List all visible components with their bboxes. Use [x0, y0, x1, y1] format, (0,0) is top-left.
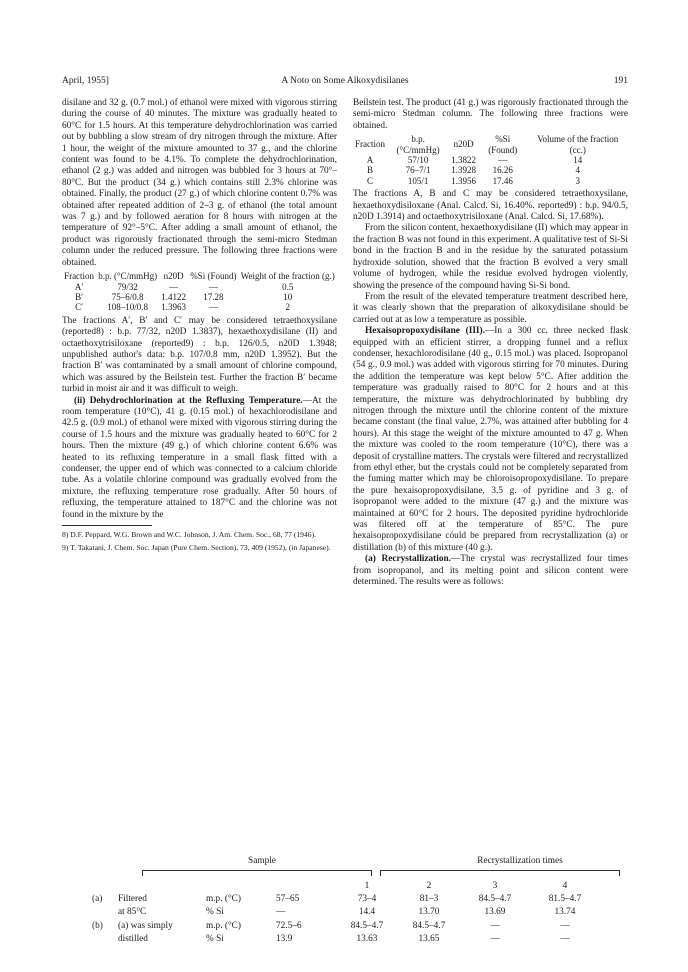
table-header: 3 — [492, 881, 498, 891]
table-cell: 14 — [573, 155, 583, 166]
table-header: Fraction — [355, 139, 385, 150]
table-cell: 17.28 — [203, 291, 224, 302]
table-cell: 13.70 — [418, 907, 440, 918]
table-cell: — — [208, 302, 218, 313]
paragraph — [353, 326, 628, 554]
table-row — [353, 176, 628, 186]
table-header: %Si (Found) — [488, 134, 518, 155]
header-title: A Noto on Some Alkoxydisilanes — [281, 76, 409, 86]
table-cell: A′ — [74, 281, 84, 292]
table-cell: % Si — [206, 907, 224, 918]
table-cell: — — [498, 155, 508, 166]
paragraph: Beilstein test. The product (41 g.) was rigorously fractionated through the semi-micro Stedman column. The following three fractions were obtained. — [353, 98, 628, 131]
header-date: April, 1955] — [62, 76, 109, 86]
paragraph: From the result of the elevated temperature treatment described here, it was clearly shown that the preparation of alkoxydisilane should be carried out at as low a temperature as possible. — [353, 291, 628, 325]
paragraph: disilane and 32 g. (0.7 mol.) of ethanol were mixed with vigorous stirring during the course of 40 minutes. The mixture was gradually heated to 60°C for 1.5 hours. At this temperature dehydrochlorination was carried out by bubbling a slow stream of dry nitrogen through the mixture. After 1 hour, the weight of the mixture amounted to 37 g., and the chlorine content was found to be 4.1%. To complete the dehydrochlorination, ethanol (2 g.) was added and nitrogen was bubbled for 3 hours at 70°–80°C. But the product (34 g.) which contains still 2.3% chlorine was obtained. Finally, the product (27 g.) of which chlorine content 0.7% was obtained after repeated addition of 2–3 g. of ethanol (the total amount was 7 g.) and by followed aeration for 8 hours with nitrogen at the temperature of 92°–5°C. After adding a small amount of ethanol, the product was rigorously fractionated through the semi-micro Stedman column under the reduced pressure. The following three fractions were obtained. — [62, 98, 337, 268]
table-row — [92, 920, 600, 933]
running-header — [62, 76, 628, 90]
table-row — [353, 165, 628, 175]
table-cell — [92, 906, 118, 919]
table-cell: 13.9 — [276, 933, 293, 944]
footnote: 9) T. Takatani, J. Chem. Soc. Japan (Pure Chem. Section), 73, 409 (1952), (in Japanese). — [62, 543, 331, 553]
table-cell: 84.5–4.7 — [350, 920, 384, 931]
section-heading: Hexaisopropoxydisilane (III). — [365, 326, 485, 337]
table-cell: 84.5–4.7 — [478, 894, 512, 905]
table-cell: — — [560, 920, 570, 931]
table-cell: % Si — [206, 933, 224, 944]
table-header-row — [353, 134, 628, 155]
recrystallization-bracket — [380, 870, 620, 876]
table-cell: 84.5–4.7 — [412, 920, 446, 931]
table-cell: C′ — [75, 302, 84, 313]
table-cell: 72.5–6 — [276, 920, 302, 931]
table-header: n20D — [453, 139, 474, 150]
table-cell: 57–65 — [276, 894, 300, 905]
left-column — [62, 98, 337, 553]
table-cell: 13.65 — [418, 933, 440, 944]
table-row — [62, 292, 337, 302]
table-cell: Filtered — [118, 894, 147, 905]
table-cell: 79/32 — [117, 281, 138, 292]
table-row — [353, 155, 628, 165]
table-cell: A — [366, 155, 374, 166]
table-cell: distilled — [118, 933, 148, 944]
table-cell: 81.5–4.7 — [548, 894, 582, 905]
table-cell: 16.26 — [492, 165, 513, 176]
paragraph: The fractions A, B and C may be considered tetraethoxysilane, hexaethoxydisiloxane (Anal. Calcd. Si, 16.40%. reported9) : b.p. 94/0.5, n20D 1.3914) and octaethoxytrisiloxane (Anal. Calcd. Si, 17.68%). — [353, 189, 628, 223]
table-header: n20D — [163, 271, 184, 282]
table-cell: 1.3822 — [451, 155, 476, 166]
section-heading: (a) Recrystallization. — [365, 554, 451, 565]
table-header: 2 — [426, 881, 432, 891]
table-cell: — — [276, 907, 286, 918]
table-cell: — — [560, 933, 570, 944]
table-row — [92, 933, 600, 946]
table-cell: 1.3963 — [161, 302, 187, 313]
table-cell: 14.4 — [358, 907, 376, 918]
table-cell: m.p. (°C) — [206, 920, 241, 931]
table-header: b.p. (°C/mmHg) — [98, 271, 158, 282]
recrystallization-label: Recrystallization times — [477, 856, 563, 866]
table-row — [62, 302, 337, 312]
table-cell: C — [366, 175, 373, 186]
table-header: %Si (Found) — [190, 271, 237, 282]
table-cell: 13.69 — [484, 907, 506, 918]
table-cell: 81–3 — [419, 894, 439, 905]
table-cell: 0.5 — [282, 281, 294, 292]
table-header: Weight of the fraction (g.) — [240, 271, 335, 282]
table-cell: 108–10/0.8 — [107, 302, 149, 313]
table-cell: 17.46 — [492, 175, 513, 186]
table-cell: (a) was simply — [118, 920, 173, 931]
table-row — [62, 282, 337, 292]
table-header: b.p. (°C/mmHg) — [396, 134, 440, 155]
table-cell: B — [366, 165, 373, 176]
footnote-divider — [62, 525, 152, 526]
table-cell: 1.4122 — [161, 291, 187, 302]
table-row — [92, 893, 600, 906]
table-cell: 1.3956 — [451, 175, 476, 186]
paragraph-text: —At the room temperature (10°C), 41 g. (0.15 mol.) of hexachlorodisilane and 42.5 g. (0.9 mol.) of ethanol were mixed with vigorous stirring during the course of 1.5 hours and the mixture was gradually heated to 60°C for 2 hours. Then the mixture (49 g.) of which chlorine content 6.6% was heated to its refluxing temperature in a small flask fitted with a condenser, the upper end of which was connected to a calcium chloride tube. As a volatile chlorine compound was gradually evolved from the mixture, the refluxing temperature rose gradually. After 50 hours of refluxing, the temperature attained to 187°C and the chlorine was not found in the mixture by the — [62, 395, 337, 520]
paragraph: From the silicon content, hexaethoxydisilane (II) which may appear in the fraction B was not found in this experiment. A qualitative test of Si-Si bond in the fraction B and in the residue by the saturated potassium hydroxide solution, showed that the fraction B evolved a very small volume of hydrogen, while the residue evolved hydrogen violently, showing the presence of the compound having Si-Si bond. — [353, 223, 628, 291]
paragraph-text: —In a 300 cc. three necked flask equipped with an efficient stirrer, a dropping funnel and a reflux condenser, hexachlorodisilane (40 g., 0.15 mol.) was placed. Isopropanol (54 g., 0.9 mol.) was added with vigorous stirring for 70 minutes. During the addition the temperature was kept below 5°C. After addition the temperature was gradually raised to 80°C for 2 hours and at this temperature, the mixture was dehydrochlorinated by bubbling dry nitrogen through the mixture until the chlorine content of the mixture became constant (the final value, 2.7%, was attained after bubbling for 4 hours). At this stage the weight of the mixture amounted to 47 g. When the mixture was cooled to the room temperature (10°C), there was a deposit of crystalline matters. The crystals were filtered and recrystallized from ethyl ether, but the crystals could not be completely separated from the fuming matter which may be chloroisopropoxydisilane. To prepare the pure hexaisopropoxydisilane, 3.5 g. of pyridine and 3 g. of isopropanol were added to the mixture (47 g.) and the mixture was maintained at 60°C for 2 hours. The deposited pyridine hydrochloride was filtered off at the temperature of 85°C. The pure hexaisopropoxydisilane cóuld be prepared from recrystallization (a) or distillation (b) of this mixture (40 g.). — [353, 326, 629, 553]
table-header: Fraction — [64, 271, 95, 282]
table-header: 1 — [364, 881, 370, 891]
table-cell: 73–4 — [357, 894, 377, 905]
sample-bracket — [142, 870, 372, 876]
table-row — [92, 906, 600, 919]
table-cell: 3 — [575, 175, 580, 186]
paragraph — [353, 554, 628, 588]
table-cell: — — [169, 281, 179, 292]
table-cell: 75–6/0.8 — [111, 291, 144, 302]
table-cell: at 85°C — [118, 907, 147, 918]
table-cell: — — [490, 920, 500, 931]
footnote: 8) D.F. Peppard, W.G. Brown and W.C. Johnson, J. Am. Chem. Soc., 68, 77 (1946). — [62, 530, 316, 540]
table-cell: 105/1 — [407, 175, 429, 186]
table-cell: — — [490, 933, 500, 944]
table-cell: (b) — [92, 920, 103, 931]
table-cell: 76–7/1 — [405, 165, 431, 176]
table-cell: 10 — [283, 291, 293, 302]
table-cell: 57/10 — [407, 155, 429, 166]
table-cell: (a) — [92, 894, 103, 905]
table-cell: 4 — [575, 165, 580, 176]
table-cell: 13.63 — [356, 933, 378, 944]
fraction-table-2 — [353, 134, 628, 186]
table-cell: 1.3928 — [451, 165, 476, 176]
table-cell: 13.74 — [554, 907, 576, 918]
table-header-row — [92, 880, 600, 893]
table-cell: B′ — [75, 291, 84, 302]
table-cell: 2 — [285, 302, 291, 313]
results-table — [92, 880, 600, 946]
right-column — [353, 98, 628, 588]
section-heading: (ii) Dehydrochlorination at the Refluxing Temperature. — [74, 395, 303, 406]
table-cell: — — [208, 281, 218, 292]
table-header-row — [62, 271, 337, 281]
table-header: 4 — [562, 881, 568, 891]
table-cell: m.p. (°C) — [206, 894, 241, 905]
paragraph: The fractions A′, B′ and C′ may be considered tetraethoxysilane (reported8) : b.p. 77/32, n20D 1.3837), hexaethoxydisilane (II) and octaethoxytrisiloxane (reported9) : b.p. 126/0.5, n20D 1.3948; unpublished author's data: b.p. 107/0.8 mm, n20D 1.3952). But the fraction B′ was contaminated by a small amount of chlorine compound, which was assured by the Beilstein test. Further the fraction B′ became turbid in moist air and it was difficult to weigh. — [62, 315, 337, 395]
paragraph-text: —The crystal was recrystallized four times from isopropanol, and its melting point and silicon content were determined. The results were as follows: — [353, 554, 628, 588]
page-number: 191 — [613, 76, 628, 86]
fraction-table-1 — [62, 271, 337, 313]
sample-label: Sample — [248, 856, 276, 866]
table-cell — [92, 933, 118, 946]
table-header: Volume of the fraction (cc.) — [537, 134, 619, 155]
paragraph — [62, 396, 337, 521]
